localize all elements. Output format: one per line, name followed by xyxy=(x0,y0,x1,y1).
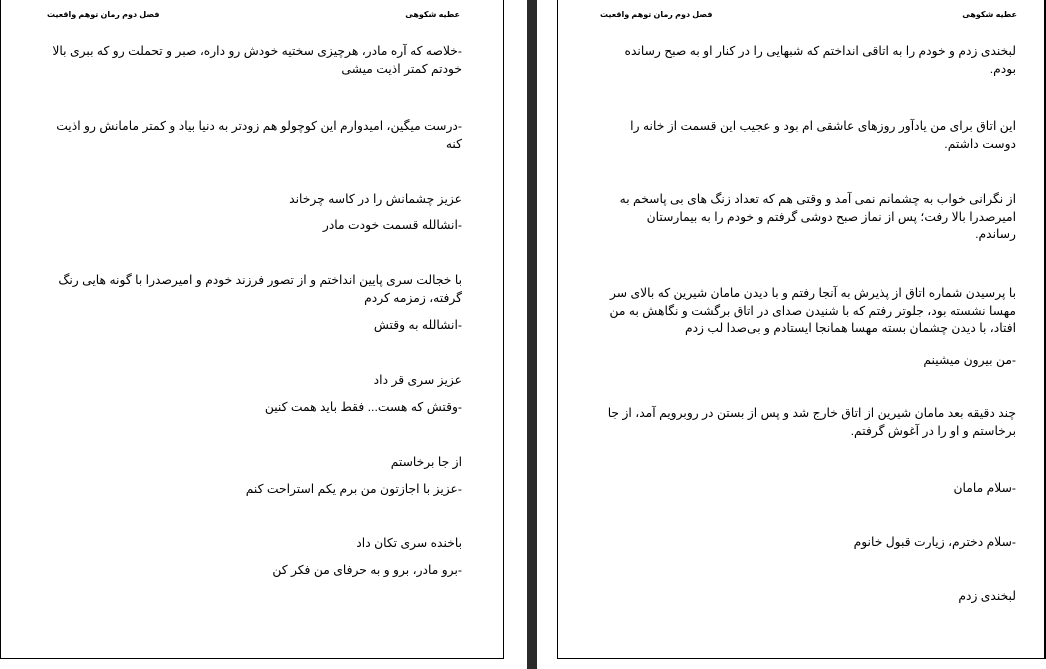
paragraph: -سلام دخترم، زیارت قبول خانوم xyxy=(853,535,1016,549)
paragraph: -انشالله قسمت خودت مادر xyxy=(322,218,462,232)
header-author: عطیه شکوهی xyxy=(962,10,1017,19)
page-header xyxy=(558,10,1044,22)
paragraph: لبخندی زدم و خودم را به اتاقی انداختم که شبهایی را در کنار او به صبح رسانده بودم. xyxy=(624,44,1016,76)
paragraph: از نگرانی خواب به چشمانم نمی آمد و وقتی هم که تعداد زنگ های بی پاسخم به امیرصدرا بالا رفت؛ پس از نماز صبح دوشی گرفتم و خودم را به بیمارستان رساندم. xyxy=(619,192,1016,241)
paragraph: باخنده سری تکان داد xyxy=(356,536,462,550)
header-chapter-title: فصل دوم رمان توهم واقعیت xyxy=(600,10,713,19)
paragraph: -درست میگین، امیدوارم این کوچولو هم زودتر به دنیا بیاد و کمتر مامانش رو اذیت کنه xyxy=(56,119,462,151)
header-chapter-title: فصل دوم رمان توهم واقعیت xyxy=(47,10,160,19)
paragraph: -وقتش که هست... فقط باید همت کنین xyxy=(264,400,462,414)
paragraph: -برو مادر، برو و به حرفای من فکر کن xyxy=(272,563,462,577)
document-page-right xyxy=(557,0,1046,659)
paragraph: از جا برخاستم xyxy=(390,455,462,469)
paragraph: -عزیز با اجازتون من برم یکم استراحت کنم xyxy=(245,482,462,496)
paragraph: عزیز سری قر داد xyxy=(373,373,462,387)
page-gutter xyxy=(527,0,537,669)
document-page-left xyxy=(0,0,504,659)
paragraph: عزیز چشمانش را در کاسه چرخاند xyxy=(289,192,462,206)
header-author: عطیه شکوهی xyxy=(405,10,460,19)
paragraph: لبخندی زدم xyxy=(958,589,1016,603)
paragraph: -انشالله به وقتش xyxy=(373,318,462,332)
paragraph: -خلاصه که آره مادر، هرچیزی سختیه خودش رو داره، صبر و تحملت رو که ببری بالا خودتم کمتر اذیت میشی xyxy=(52,44,462,76)
paragraph: چند دقیقه بعد مامان شیرین از اتاق خارج شد و پس از بستن در روبرویم آمد، از جا برخاستم و او را در آغوش گرفتم. xyxy=(607,406,1016,438)
paragraph: این اتاق برای من یادآور روزهای عاشقی ام بود و عجیب این قسمت از خانه را دوست داشتم. xyxy=(630,119,1016,151)
paragraph: -من بیرون میشینم xyxy=(923,353,1016,367)
page-header xyxy=(1,10,503,22)
paragraph: با پرسیدن شماره اتاق از پذیرش به آنجا رفتم و با دیدن مامان شیرین که بالای سر مهسا نشسته بود، جلوتر رفتم که با شنیدن صدای در اتاق برگشت و نگاهش به من افتاد، با دیدن چشمان بسته مهسا همانجا ایستادم و بی‌صدا لب زدم xyxy=(609,286,1016,335)
paragraph: -سلام مامان xyxy=(953,481,1016,495)
paragraph: با خجالت سری پایین انداختم و از تصور فرزند خودم و امیرصدرا با گونه هایی رنگ گرفته، زمزمه کردم xyxy=(58,273,462,305)
